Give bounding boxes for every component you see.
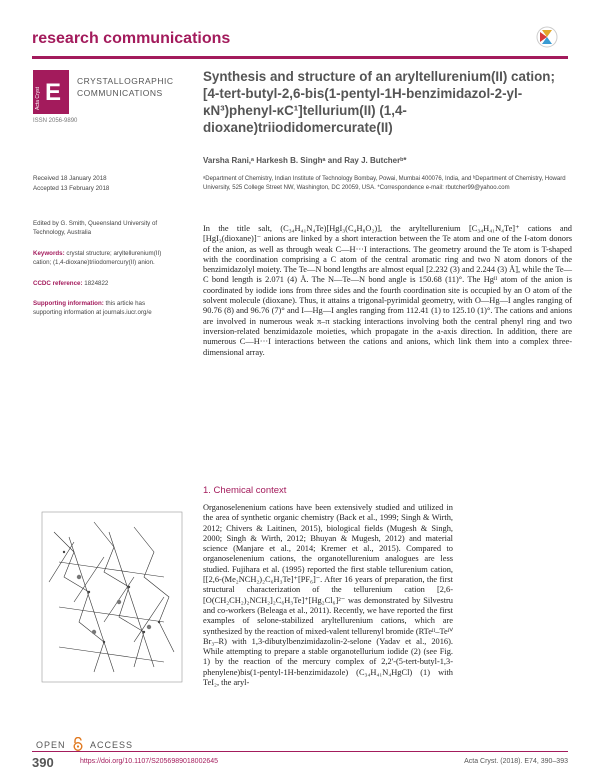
article-authors: Varsha Rani,ᵃ Harkesh B. Singhᵃ and Ray J. Butcherᵇ* — [203, 156, 407, 165]
journal-citation: Acta Cryst. (2018). E74, 390–393 — [464, 758, 568, 765]
article-affiliation: ᵃDepartment of Chemistry, Indian Institute of Technology Bombay, Powai, Mumbai 400076, India, and ᵇDepartment of Chemistry, Howard University, 525 College Street NW, Washington, DC 20059, USA. *Correspondence e-mail: rbutcher99@yahoo.com — [203, 176, 566, 191]
support-text[interactable]: this article has supporting information at journals.iucr.org/e — [33, 300, 152, 316]
page-number: 390 — [32, 755, 54, 770]
journal-name-line2: COMMUNICATIONS — [77, 88, 163, 98]
accepted-date: Accepted 13 February 2018 — [33, 185, 110, 192]
abstract: In the title salt, (C₃₄H₄₁N₄Te)[HgI₃(C₄H₈O₂)], the aryltellurenium [C₃₄H₄₁N₄Te]⁺ cations and [HgI₃(dioxane)]⁻ anions are linked by a short interaction between the Te atom and one of the I-atom donors of the anion, as well as through weak C—H···I interactions. The geometry around the Te atom is T-shaped with the coordination comprising a C atom of the central aromatic ring and two N atom donors of the benzimidazolyl moiety. The Te—N bond lengths are almost equal [2.232 (3) and 2.244 (3) Å], while the Te—C bond length is 2.071 (4) Å. The N—Te—N bond angle is 150.68 (11)°. The Hgᴵᴵ atom of the anion is coordinated by iodide ions from three sides and the fourth coordination site is occupied by an O atom of the solvent molecule (dioxane). Thus, it attains a trigonal-pyrimidal geometry, with O—Hg—I angles ranging of 90.76 (8) and 96.76 (7)° and I—Hg—I angles ranging from 112.41 (1) to 125.10 (1)°. The cations and anions are involved in numerous weak π–π stacking interactions involving both the central phenyl ring and two inversion-related benzimidazole moieties, which propagate in the a-axis direction. In addition, there are numerous C—H···I interactions between the cations and anions, which link them into a complex three-dimensional array. — [203, 224, 572, 357]
ccdc-value[interactable]: 1824822 — [84, 280, 109, 287]
doi-link[interactable]: https://doi.org/10.1107/S2056989018002645 — [80, 758, 219, 765]
crossmark-icon[interactable] — [536, 26, 558, 48]
section-heading: 1. Chemical context — [203, 485, 287, 496]
footer-rule — [32, 751, 568, 752]
ccdc-label: CCDC reference: — [33, 280, 83, 287]
support-label: Supporting information: — [33, 300, 104, 307]
open-access-open: OPEN — [36, 740, 66, 750]
keywords-label: Keywords: — [33, 250, 65, 257]
issn: ISSN 2056-9890 — [33, 118, 78, 124]
open-access-badge — [36, 737, 133, 751]
open-access-access: ACCESS — [90, 740, 134, 750]
edited-by: Edited by G. Smith, Queensland University of Technology, Australia — [33, 220, 158, 236]
journal-name-line1: CRYSTALLOGRAPHIC — [77, 76, 174, 86]
keywords — [33, 250, 173, 267]
header-rule — [32, 56, 568, 59]
article-title: Synthesis and structure of an aryltellurenium(II) cation; [4-tert-butyl-2,6-bis(1-pentyl-1H-benzimidazol-2-yl-κN³)phenyl-κC¹]tellurium(II) (1,4-dioxane)triiodidomercurate(II) — [203, 69, 555, 135]
body-text: Organoselenenium cations have been extensively studied and utilized in the area of synthetic organic chemistry (Back et al., 1999; Singh & Wirth, 2012; Chivers & Laitinen, 2015), biological fields (Mugesh & Singh, 2000; Singh & Wirth, 2012; Bhuyan & Mugesh, 2012) and material science (Manjare et al., 2014; Kremer et al., 2015). Compared to organoselenenium cations, the organotellurenium analogues are less studied. Fujihara et al. (1995) reported the first stable tellurenium cation, [[2,6-(Me₂NCH₂)₂C₆H₃Te]⁺[PF₆]⁻. After 16 years of preparation, the first structural characterization of the tellurenium cation [2,6-[O(CH₂CH₂)₂NCH₂]₂C₆H₃Te]⁺[Hg₂Cl₆]²⁻ was demonstrated by Silvestru and co-workers (Beleaga et al., 2011). Recently, we have reported the first examples of selone-stabilized aryltellurenium cations, which are synthesized by the reaction of mixed-valent tellurenyl bromide (RTeᴵᴵ–Teᴵⱽ Br₃–R) with 1,3-dibutylbenzimidazolin-2-selone (Yadav et al., 2016). While attempting to prepare a stable organotellurium iodide (2) (see Fig. 1) by the reaction of the mercury complex of 2,2'-(5-tert-butyl-1,3-phenylene)bis(1-pentyl-1H-benzimidazole) (C₃₄H₄₁N₄HgCl) (1) with TeI₂, the aryl- — [203, 503, 453, 688]
molecular-packing-figure — [34, 482, 194, 730]
open-lock-icon — [73, 737, 83, 751]
keywords-text: crystal structure; aryltellurenium(II) cation; (1,4-dioxane)triiodomercury(II) anion. — [33, 250, 162, 266]
received-date: Received 18 January 2018 — [33, 175, 107, 182]
journal-badge-letter: E — [45, 79, 62, 106]
journal-name — [77, 75, 177, 99]
ccdc-reference — [33, 280, 173, 289]
journal-badge-small: Acta Cryst — [35, 86, 41, 110]
journal-badge — [33, 70, 69, 114]
section-title: research communications — [32, 30, 231, 47]
supporting-information — [33, 300, 173, 317]
